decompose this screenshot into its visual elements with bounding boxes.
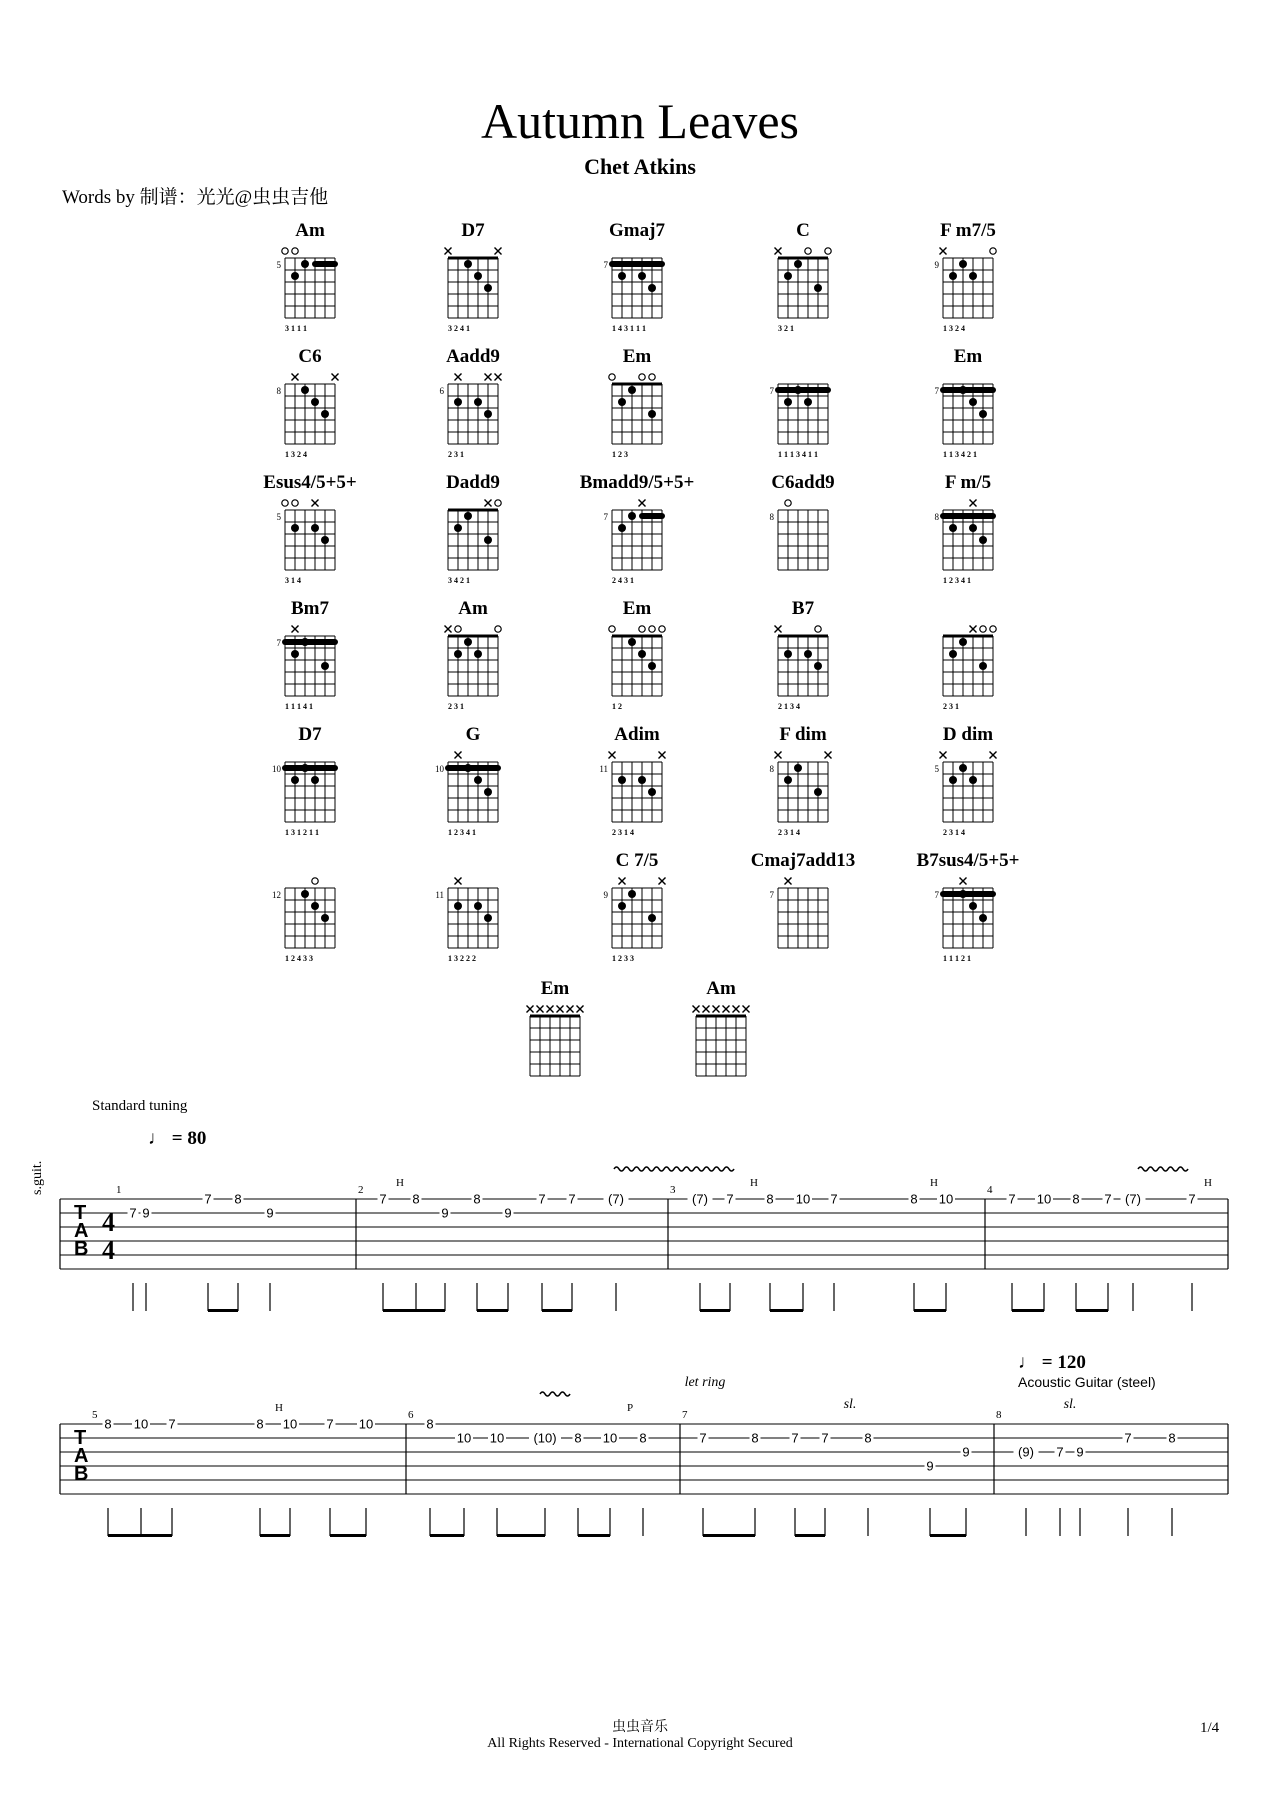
score-title: Autumn Leaves (481, 93, 799, 149)
svg-text:1 2 3 4 1: 1 2 3 4 1 (448, 828, 476, 837)
svg-text:3 1 4: 3 1 4 (285, 576, 301, 585)
tab-note (103, 1417, 114, 1537)
tab-note (233, 1192, 244, 1312)
tab-note (601, 1431, 619, 1537)
tab-note (1167, 1431, 1178, 1537)
svg-text:1 2 4 3 3: 1 2 4 3 3 (285, 954, 313, 963)
tab-note (961, 1445, 972, 1537)
beam (700, 1309, 730, 1312)
svg-text:8: 8 (1168, 1430, 1176, 1446)
svg-text:7: 7 (168, 1416, 176, 1432)
tab-note (750, 1431, 761, 1537)
svg-text:(9): (9) (1018, 1444, 1034, 1460)
svg-text:1 2 3 4 1: 1 2 3 4 1 (943, 576, 971, 585)
svg-text:9: 9 (934, 260, 939, 270)
chord-name: Adim (614, 724, 660, 745)
beam (477, 1309, 508, 1312)
tab-note (1123, 1431, 1134, 1537)
chord-name: Bm7 (291, 598, 329, 619)
chord-name: D7 (298, 724, 322, 745)
beam (383, 1309, 445, 1312)
chord-name: G (465, 724, 481, 745)
svg-text:9: 9 (441, 1205, 449, 1221)
tab-note (1075, 1445, 1086, 1537)
tab-note (638, 1431, 649, 1537)
tempo-marking-2: ♩ = 120 (1018, 1352, 1086, 1373)
tab-note (725, 1192, 736, 1312)
technique-label: H (396, 1177, 404, 1189)
chord-name: Am (706, 978, 736, 999)
beam (497, 1534, 545, 1537)
svg-text:10: 10 (456, 1430, 472, 1446)
svg-text:9: 9 (142, 1205, 150, 1221)
svg-text:7: 7 (1056, 1444, 1064, 1460)
svg-text:3 4 2 1: 3 4 2 1 (448, 576, 470, 585)
tab-note (937, 1192, 955, 1312)
svg-text:7: 7 (821, 1430, 829, 1446)
tab-note (925, 1459, 936, 1537)
tab-note (1103, 1192, 1114, 1312)
beam (108, 1534, 172, 1537)
svg-text:2 3 1 4: 2 3 1 4 (943, 828, 965, 837)
tab-note (1121, 1192, 1146, 1312)
slide-label: sl. (1063, 1397, 1077, 1412)
svg-text:8: 8 (864, 1430, 872, 1446)
tab-note (265, 1206, 276, 1312)
chord-name: D dim (942, 724, 994, 745)
svg-text:9: 9 (504, 1205, 512, 1221)
measure-number: 6 (408, 1409, 414, 1421)
svg-text:8: 8 (1072, 1191, 1080, 1207)
slide-label: sl. (843, 1397, 857, 1412)
svg-text:8: 8 (766, 1191, 774, 1207)
measure-number: 2 (358, 1184, 364, 1196)
svg-text:11: 11 (435, 890, 444, 900)
svg-text:11: 11 (599, 764, 608, 774)
svg-text:1 4 3 1 1 1: 1 4 3 1 1 1 (612, 324, 646, 333)
svg-text:(7): (7) (1125, 1191, 1141, 1207)
tab-note (472, 1192, 483, 1312)
svg-text:9: 9 (266, 1205, 274, 1221)
tab-clef-letter: T (74, 1427, 87, 1449)
svg-text:6: 6 (439, 386, 444, 396)
beam (542, 1309, 572, 1312)
tab-note (425, 1417, 436, 1537)
svg-text:7: 7 (603, 512, 608, 522)
chord-name: Em (540, 978, 570, 999)
technique-label: H (930, 1177, 938, 1189)
svg-text:7: 7 (934, 890, 939, 900)
svg-text:7: 7 (538, 1191, 546, 1207)
chord-name: F m7/5 (940, 220, 996, 241)
svg-text:7: 7 (568, 1191, 576, 1207)
chord-name: C (796, 220, 810, 241)
tab-note (503, 1206, 514, 1312)
svg-text:8: 8 (769, 512, 774, 522)
svg-text:3 2 4 1: 3 2 4 1 (448, 324, 470, 333)
tab-note (1014, 1445, 1039, 1537)
tab-note (794, 1192, 812, 1312)
chord-name: B7sus4/5+5+ (916, 850, 1020, 871)
svg-text:1 2: 1 2 (612, 702, 622, 711)
svg-text:7: 7 (326, 1416, 334, 1432)
tab-note (203, 1192, 214, 1312)
tab-note (357, 1417, 375, 1537)
beam (260, 1534, 290, 1537)
tab-note (325, 1417, 336, 1537)
tab-note (1035, 1192, 1053, 1312)
chord-name: Cmaj7add13 (750, 850, 856, 871)
tab-note (281, 1417, 299, 1537)
svg-text:8: 8 (276, 386, 281, 396)
svg-text:10: 10 (1036, 1191, 1052, 1207)
tab-note (132, 1417, 150, 1537)
time-signature: 4 (102, 1236, 115, 1265)
svg-text:7: 7 (379, 1191, 387, 1207)
chord-name: Aadd9 (446, 346, 500, 367)
beam (770, 1309, 803, 1312)
svg-text:7: 7 (129, 1205, 137, 1221)
svg-text:2 4 3 1: 2 4 3 1 (612, 576, 634, 585)
svg-text:7: 7 (1104, 1191, 1112, 1207)
chord-name: C6 (298, 346, 322, 367)
svg-text:2 3 1: 2 3 1 (943, 702, 959, 711)
technique-label: P (626, 1402, 634, 1414)
svg-text:7: 7 (1124, 1430, 1132, 1446)
tab-clef-letter: A (74, 1445, 89, 1467)
beam (930, 1534, 966, 1537)
svg-text:1 3 2 2 2: 1 3 2 2 2 (448, 954, 476, 963)
quarter-note-icon: ♩ (148, 1128, 167, 1149)
chord-name: C6add9 (771, 472, 835, 493)
beam (330, 1534, 366, 1537)
svg-text:(7): (7) (692, 1191, 708, 1207)
svg-text:10: 10 (938, 1191, 954, 1207)
chord-name: Em (953, 346, 983, 367)
svg-text:7: 7 (769, 386, 774, 396)
svg-text:1 1 1 4 1: 1 1 1 4 1 (285, 702, 313, 711)
tab-note (1007, 1192, 1018, 1312)
beam (430, 1534, 464, 1537)
chord-name: Am (295, 220, 325, 241)
tab-note (863, 1431, 874, 1537)
svg-text:10: 10 (133, 1416, 149, 1432)
svg-text:9: 9 (926, 1458, 934, 1474)
measure-number: 7 (682, 1409, 688, 1421)
svg-text:10: 10 (602, 1430, 618, 1446)
chord-name: F dim (779, 724, 827, 745)
tab-note (537, 1192, 548, 1312)
svg-text:8: 8 (104, 1416, 112, 1432)
chord-name: Em (622, 598, 652, 619)
svg-text:2 3 1: 2 3 1 (448, 702, 464, 711)
svg-text:10: 10 (435, 764, 444, 774)
chord-name: Em (622, 346, 652, 367)
svg-text:7: 7 (1008, 1191, 1016, 1207)
svg-text:7: 7 (934, 386, 939, 396)
chord-name: Esus4/5+5+ (263, 472, 357, 493)
tab-note (255, 1417, 266, 1537)
technique-label: H (275, 1402, 283, 1414)
vibrato-mark (540, 1392, 570, 1396)
tab-note (1071, 1192, 1082, 1312)
tab-clef-letter: A (74, 1220, 89, 1242)
chord-name: Gmaj7 (609, 220, 665, 241)
technique-label: H (1204, 1177, 1212, 1189)
chord-name: Dadd9 (446, 472, 500, 493)
chord-name: B7 (791, 598, 815, 619)
measure-number: 5 (92, 1409, 98, 1421)
tuning-label: Standard tuning (92, 1098, 188, 1114)
svg-text:10: 10 (795, 1191, 811, 1207)
svg-text:7: 7 (1188, 1191, 1196, 1207)
tab-note (529, 1431, 561, 1537)
svg-text:1 2 3 3: 1 2 3 3 (612, 954, 634, 963)
tab-clef-letter: T (74, 1202, 87, 1224)
svg-text:3 1 1 1: 3 1 1 1 (285, 324, 307, 333)
tab-note (604, 1192, 629, 1312)
beam (578, 1534, 610, 1537)
composer: Chet Atkins (584, 154, 696, 179)
let-ring-label: let ring (684, 1375, 726, 1390)
words-credit: Words by 制谱：光光@虫虫吉他 (62, 187, 329, 208)
svg-text:8: 8 (256, 1416, 264, 1432)
svg-text:8: 8 (751, 1430, 759, 1446)
svg-text:10: 10 (489, 1430, 505, 1446)
measure-number: 3 (670, 1184, 676, 1196)
svg-text:7: 7 (276, 638, 281, 648)
svg-text:7: 7 (603, 260, 608, 270)
svg-text:1 1 1 2 1: 1 1 1 2 1 (943, 954, 971, 963)
svg-text:1 3 2 4: 1 3 2 4 (943, 324, 965, 333)
svg-text:(10): (10) (533, 1430, 557, 1446)
tab-note (1187, 1192, 1198, 1312)
chord-name: Bmadd9/5+5+ (579, 472, 695, 493)
beam (703, 1534, 755, 1537)
beam (1012, 1309, 1044, 1312)
vibrato-mark (614, 1167, 734, 1171)
svg-text:1 2 3: 1 2 3 (612, 450, 628, 459)
svg-text:8: 8 (910, 1191, 918, 1207)
svg-text:(7): (7) (608, 1191, 624, 1207)
svg-text:7: 7 (699, 1430, 707, 1446)
chord-name: F m/5 (944, 472, 992, 493)
tab-note (573, 1431, 584, 1537)
svg-text:1 3 2 4: 1 3 2 4 (285, 450, 307, 459)
tab-note (167, 1417, 178, 1537)
publisher: 虫虫音乐 (612, 1720, 668, 1735)
tempo-marking-1: ♩ = 80 (148, 1128, 207, 1149)
technique-label: H (750, 1177, 758, 1189)
tab-note (411, 1192, 422, 1312)
tab-note (829, 1192, 840, 1312)
chord-name: C 7/5 (615, 850, 659, 871)
svg-text:8: 8 (473, 1191, 481, 1207)
beam (914, 1309, 946, 1312)
svg-text:5: 5 (276, 512, 281, 522)
svg-text:8: 8 (574, 1430, 582, 1446)
tab-note (790, 1431, 801, 1537)
svg-text:10: 10 (282, 1416, 298, 1432)
svg-text:5: 5 (276, 260, 281, 270)
tab-note (141, 1206, 152, 1312)
svg-text:2 3 1 4: 2 3 1 4 (612, 828, 634, 837)
svg-text:7: 7 (830, 1191, 838, 1207)
tab-note (909, 1192, 920, 1312)
quarter-note-icon: ♩ (1018, 1352, 1037, 1373)
svg-text:8: 8 (769, 764, 774, 774)
chord-name: D7 (461, 220, 485, 241)
beam (1076, 1309, 1108, 1312)
copyright: All Rights Reserved - International Copyright Secured (487, 1736, 793, 1751)
tab-note (688, 1192, 713, 1312)
tab-note (698, 1431, 709, 1537)
tab-note (1055, 1445, 1066, 1537)
svg-text:10: 10 (358, 1416, 374, 1432)
beam (208, 1309, 238, 1312)
svg-text:7: 7 (791, 1430, 799, 1446)
tab-note (820, 1431, 831, 1537)
tab-note (128, 1206, 139, 1312)
svg-text:10: 10 (272, 764, 281, 774)
track-name: s.guit. (30, 1160, 45, 1195)
tab-note (455, 1431, 473, 1537)
svg-text:2 1 3 4: 2 1 3 4 (778, 702, 800, 711)
svg-text:8: 8 (934, 512, 939, 522)
vibrato-mark (1138, 1167, 1188, 1171)
tab-note (378, 1192, 389, 1312)
svg-text:12: 12 (272, 890, 281, 900)
svg-text:1 1 3 4 2 1: 1 1 3 4 2 1 (943, 450, 977, 459)
tab-note (440, 1206, 451, 1312)
svg-text:9: 9 (603, 890, 608, 900)
tab-note (765, 1192, 776, 1312)
tab-clef-letter: B (74, 1238, 89, 1260)
instrument-label: Acoustic Guitar (steel) (1018, 1374, 1156, 1390)
svg-text:7: 7 (204, 1191, 212, 1207)
svg-text:9: 9 (962, 1444, 970, 1460)
measure-number: 8 (996, 1409, 1002, 1421)
svg-text:8: 8 (426, 1416, 434, 1432)
chord-name: Am (458, 598, 488, 619)
measure-number: 1 (116, 1184, 122, 1196)
svg-text:1 3 1 2 1 1: 1 3 1 2 1 1 (285, 828, 319, 837)
beam (795, 1534, 825, 1537)
tab-note (488, 1431, 506, 1537)
time-signature: 4 (102, 1208, 115, 1237)
svg-text:1 1 1 3 4 1 1: 1 1 1 3 4 1 1 (778, 450, 818, 459)
tab-clef-letter: B (74, 1463, 89, 1485)
svg-text:8: 8 (234, 1191, 242, 1207)
measure-number: 4 (987, 1184, 993, 1196)
svg-text:2 3 1 4: 2 3 1 4 (778, 828, 800, 837)
tab-note (567, 1192, 578, 1312)
svg-text:8: 8 (412, 1191, 420, 1207)
tab-staff (60, 1199, 1228, 1269)
svg-text:3 2 1: 3 2 1 (778, 324, 794, 333)
svg-text:5: 5 (934, 764, 939, 774)
svg-text:9: 9 (1076, 1444, 1084, 1460)
svg-text:2 3 1: 2 3 1 (448, 450, 464, 459)
svg-text:8: 8 (639, 1430, 647, 1446)
page-number: 1/4 (1200, 1720, 1220, 1736)
svg-text:7: 7 (726, 1191, 734, 1207)
svg-text:7: 7 (769, 890, 774, 900)
